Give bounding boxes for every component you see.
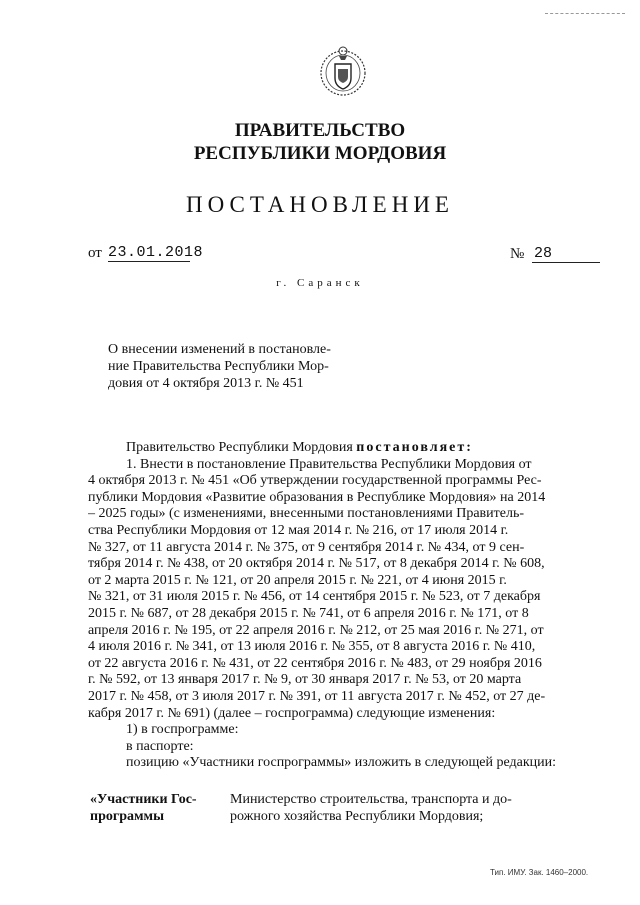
body-line: г. № 592, от 13 января 2017 г. № 9, от 30 января 2017 г. № 53, от 20 марта bbox=[88, 672, 522, 688]
body-line: тября 2014 г. № 438, от 20 октября 2014 г. № 517, от 8 декабря 2014 г. № 608, bbox=[88, 556, 545, 572]
body-line: – 2025 годы» (с изменениями, внесенными постановлениями Правитель- bbox=[88, 506, 525, 522]
body-line: от 22 августа 2016 г. № 431, от 22 сентября 2016 г. № 483, от 29 ноября 2016 bbox=[88, 655, 542, 671]
body-line: публики Мордовия «Развитие образования в Республике Мордовия» на 2014 bbox=[88, 489, 546, 505]
subject-line: ние Правительства Республики Мор- bbox=[108, 359, 329, 374]
government-name-line2: РЕСПУБЛИКИ МОРДОВИЯ bbox=[193, 143, 447, 164]
document-body bbox=[88, 440, 596, 772]
body-line: 1) в госпрограмме: bbox=[126, 722, 239, 738]
date-value: 23.01.2018 bbox=[108, 244, 204, 261]
number-value: 28 bbox=[532, 245, 600, 263]
table-left-line: «Участники Гос- bbox=[90, 792, 197, 807]
body-line: 4 июля 2016 г. № 341, от 13 июля 2016 г. № 355, от 8 августа 2016 г. № 410, bbox=[88, 639, 536, 655]
table-left-line: программы bbox=[90, 808, 164, 824]
table-right-cell bbox=[230, 792, 590, 825]
intro-text: Правительство Республики Мордовия bbox=[126, 440, 357, 455]
body-line: в паспорте: bbox=[126, 738, 194, 754]
intro-line bbox=[88, 440, 596, 457]
date-label: от bbox=[88, 245, 102, 261]
top-dashed-mark bbox=[545, 13, 625, 14]
body-line: кабря 2017 г. № 691) (далее – госпрограмма) следующие изменения: bbox=[88, 705, 496, 721]
government-name-line1: ПРАВИТЕЛЬСТВО bbox=[234, 120, 406, 141]
print-mark: Тип. ИМУ. Зак. 1460–2000. bbox=[490, 868, 589, 877]
body-line: от 2 марта 2015 г. № 121, от 20 апреля 2015 г. № 221, от 4 июня 2015 г. bbox=[88, 572, 507, 588]
document-title: ПОСТАНОВЛЕНИЕ bbox=[186, 192, 454, 217]
body-line: ства Республики Мордовия от 12 мая 2014 г. № 216, от 17 июля 2014 г. bbox=[88, 522, 509, 538]
body-line: № 327, от 11 августа 2014 г. № 375, от 9 сентября 2014 г. № 434, от 9 сен- bbox=[88, 539, 525, 555]
number-label: № bbox=[510, 246, 525, 262]
subject-block bbox=[108, 341, 358, 392]
table-right-line: рожного хозяйства Республики Мордовия; bbox=[230, 808, 484, 824]
body-line: 4 октября 2013 г. № 451 «Об утверждении государственной программы Рес- bbox=[88, 473, 542, 489]
city-name: г. Саранск bbox=[276, 277, 364, 289]
table-left-cell bbox=[90, 792, 225, 825]
body-line: позицию «Участники госпрограммы» изложить в следующей редакции: bbox=[126, 755, 557, 771]
intro-action: постановляет: bbox=[356, 440, 473, 455]
subject-line: О внесении изменений в постановле- bbox=[108, 342, 331, 357]
body-line: 2015 г. № 687, от 28 декабря 2015 г. № 741, от 6 апреля 2016 г. № 171, от 8 bbox=[88, 605, 529, 621]
subject-line: довия от 4 октября 2013 г. № 451 bbox=[108, 376, 304, 391]
body-line: 1. Внести в постановление Правительства Республики Мордовия от bbox=[126, 456, 532, 472]
table-right-line: Министерство строительства, транспорта и до- bbox=[230, 792, 512, 807]
body-line: 2017 г. № 458, от 3 июля 2017 г. № 391, от 11 августа 2017 г. № 452, от 27 де- bbox=[88, 688, 546, 704]
body-line: № 321, от 31 июля 2015 г. № 456, от 14 сентября 2015 г. № 523, от 7 декабря bbox=[88, 589, 541, 605]
coat-of-arms-emblem bbox=[318, 42, 368, 98]
body-line: апреля 2016 г. № 195, от 22 апреля 2016 г. № 212, от 25 мая 2016 г. № 271, от bbox=[88, 622, 544, 638]
